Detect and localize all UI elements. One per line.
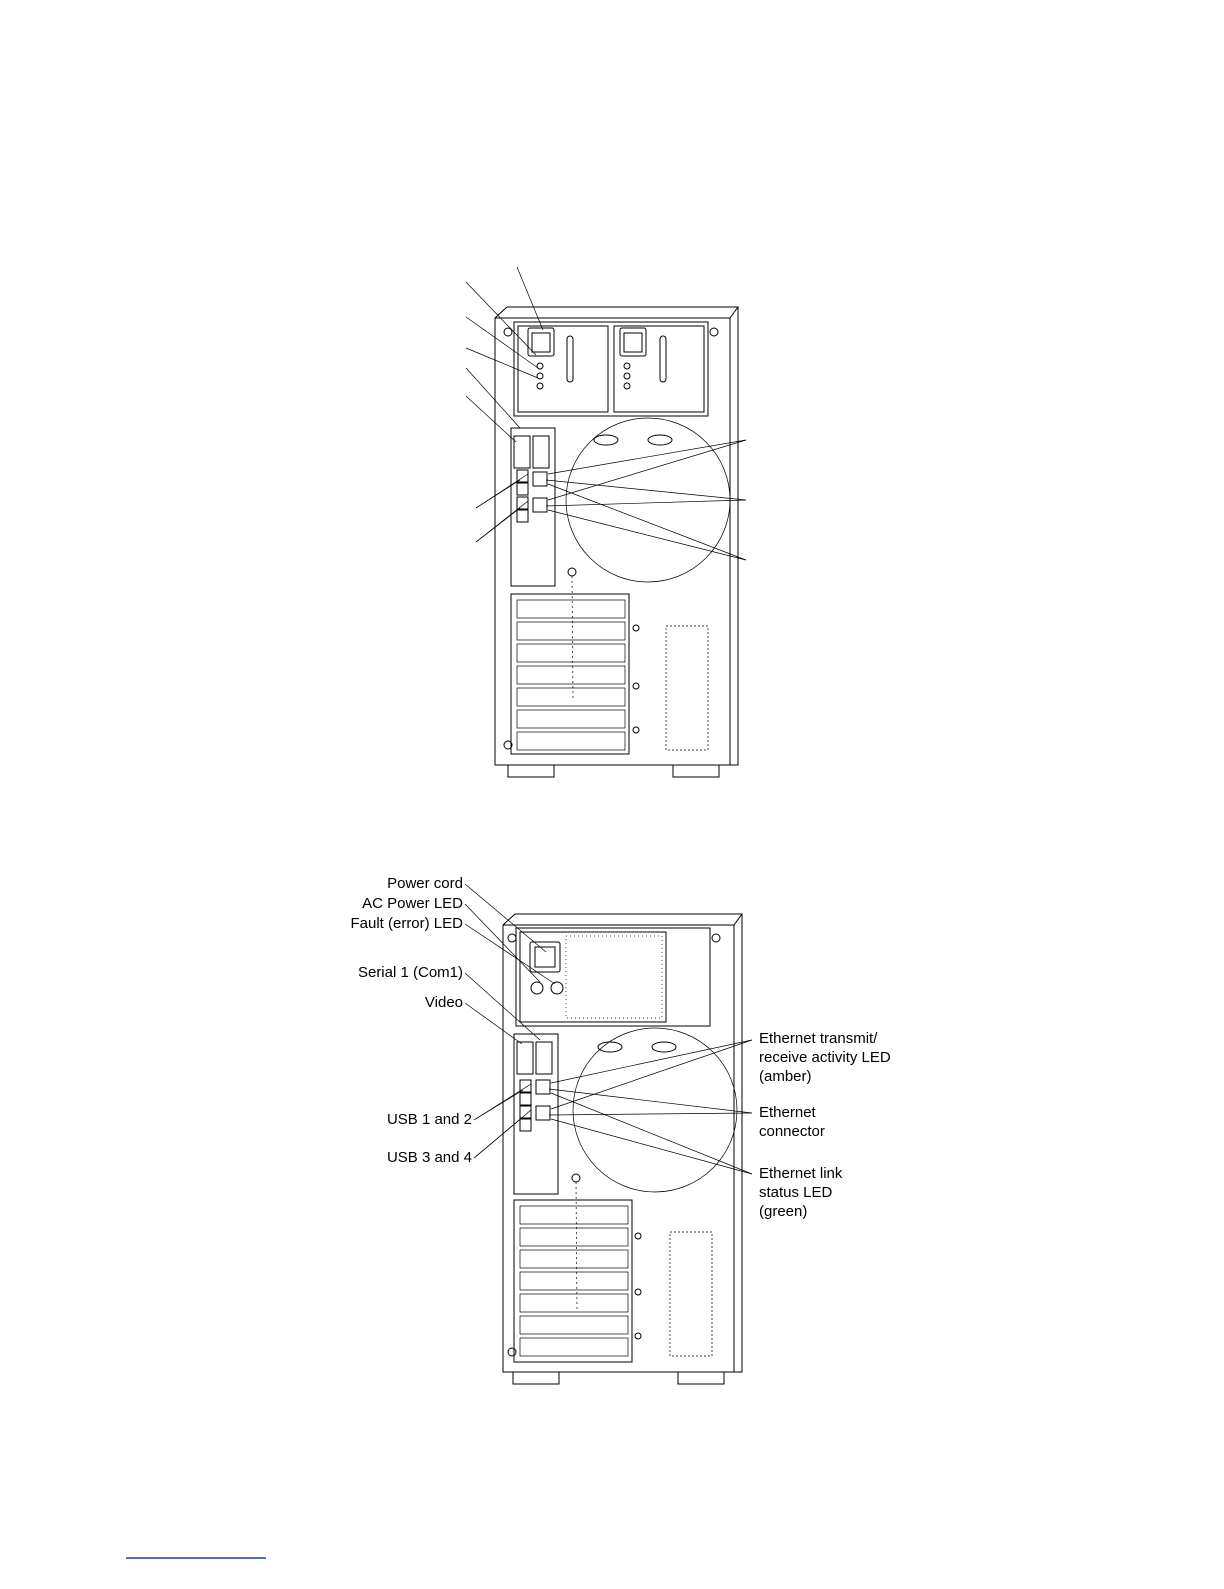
- usb-4-icon: [520, 1119, 531, 1131]
- video-port-icon: [517, 1042, 533, 1074]
- callout-ethernet-activity-led-line3: (amber): [759, 1068, 812, 1085]
- server-rear-view-redundant-power: [466, 267, 746, 777]
- screw-6: [633, 727, 639, 733]
- psu2-led-2: [624, 373, 630, 379]
- expansion-slot-7: [520, 1338, 628, 1356]
- serial-port-icon: [536, 1042, 552, 1074]
- lock-cable: [572, 576, 573, 700]
- ethernet-port-1-icon: [533, 472, 547, 486]
- psu2-led-3: [624, 383, 630, 389]
- screw-4: [633, 625, 639, 631]
- ethernet-port-2-icon: [533, 498, 547, 512]
- chassis-top-edge: [503, 914, 742, 925]
- callout-serial-1: Serial 1 (Com1): [357, 964, 463, 981]
- callout-ethernet-activity-led-line1: Ethernet transmit/: [759, 1030, 878, 1047]
- top-leader-lines: [466, 267, 746, 560]
- chassis-foot-right: [678, 1372, 724, 1384]
- callout-ac-power-led: AC Power LED: [362, 895, 463, 912]
- expansion-slots: [514, 1200, 632, 1362]
- callouts-left: [350, 875, 472, 1166]
- expansion-slot-6: [520, 1316, 628, 1334]
- callout-ethernet-link-led-line1: Ethernet link: [759, 1165, 843, 1182]
- psu2-led-1: [624, 363, 630, 369]
- padlock-loop-icon: [572, 1174, 580, 1182]
- expansion-slot-2: [520, 1228, 628, 1246]
- chassis-outline: [495, 307, 738, 765]
- screw-6: [635, 1333, 641, 1339]
- usb-3-icon: [517, 497, 528, 509]
- power-cord-socket-inner: [535, 947, 555, 967]
- expansion-slot-4: [520, 1272, 628, 1290]
- psu1-handle: [567, 336, 573, 382]
- callout-ethernet-connector-line1: Ethernet: [759, 1104, 816, 1121]
- expansion-slot-3: [520, 1250, 628, 1268]
- expansion-slot-6: [517, 710, 625, 728]
- usb-2-icon: [520, 1093, 531, 1105]
- expansion-slot-2: [517, 622, 625, 640]
- expansion-slot-3: [517, 644, 625, 662]
- screw-3: [508, 1348, 516, 1356]
- screw-4: [635, 1233, 641, 1239]
- chassis-foot-left: [508, 765, 554, 777]
- video-port-icon: [514, 436, 530, 468]
- padlock-loop-icon: [568, 568, 576, 576]
- callout-ethernet-activity-led-line2: receive activity LED: [759, 1049, 891, 1066]
- expansion-slot-7: [517, 732, 625, 750]
- screw-5: [633, 683, 639, 689]
- callout-fault-led: Fault (error) LED: [350, 915, 463, 932]
- screw-1: [508, 934, 516, 942]
- usb-2-icon: [517, 483, 528, 495]
- expansion-slot-5: [517, 688, 625, 706]
- expansion-slot-1: [517, 600, 625, 618]
- usb-4-icon: [517, 510, 528, 522]
- side-vent: [670, 1232, 712, 1356]
- screw-2: [710, 328, 718, 336]
- fan-grille: [573, 1028, 737, 1192]
- ac-power-led-icon: [531, 982, 543, 994]
- callout-usb-3-4: USB 3 and 4: [386, 1149, 472, 1166]
- psu1-led-3: [537, 383, 543, 389]
- chassis-foot-left: [513, 1372, 559, 1384]
- psu2-handle: [660, 336, 666, 382]
- screw-5: [635, 1289, 641, 1295]
- screw-2: [712, 934, 720, 942]
- chassis-top-edge: [495, 307, 738, 318]
- chassis-foot-right: [673, 765, 719, 777]
- ethernet-port-1-icon: [536, 1080, 550, 1094]
- fault-led-icon: [551, 982, 563, 994]
- expansion-slots: [511, 594, 629, 754]
- side-vent: [666, 626, 708, 750]
- callout-power-cord: Power cord: [387, 875, 463, 892]
- callout-ethernet-link-led-line2: status LED: [759, 1184, 833, 1201]
- server-rear-view-fixed-power: [350, 875, 890, 1384]
- callouts-right: [759, 1030, 891, 1220]
- expansion-slot-1: [520, 1206, 628, 1224]
- power-supply-vent: [566, 936, 662, 1018]
- expansion-slot-5: [520, 1294, 628, 1312]
- callout-ethernet-connector-line2: connector: [759, 1123, 825, 1140]
- power-socket-1-inner: [532, 333, 550, 352]
- ethernet-port-2-icon: [536, 1106, 550, 1120]
- expansion-slot-4: [517, 666, 625, 684]
- callout-video: Video: [424, 994, 463, 1011]
- knockout-2: [648, 435, 672, 445]
- knockout-2: [652, 1042, 676, 1052]
- usb-3-icon: [520, 1106, 531, 1118]
- power-socket-2-inner: [624, 333, 642, 352]
- knockout-1: [594, 435, 618, 445]
- callout-ethernet-link-led-line3: (green): [759, 1203, 808, 1220]
- knockout-1: [598, 1042, 622, 1052]
- callout-usb-1-2: USB 1 and 2: [386, 1111, 472, 1128]
- serial-port-icon: [533, 436, 549, 468]
